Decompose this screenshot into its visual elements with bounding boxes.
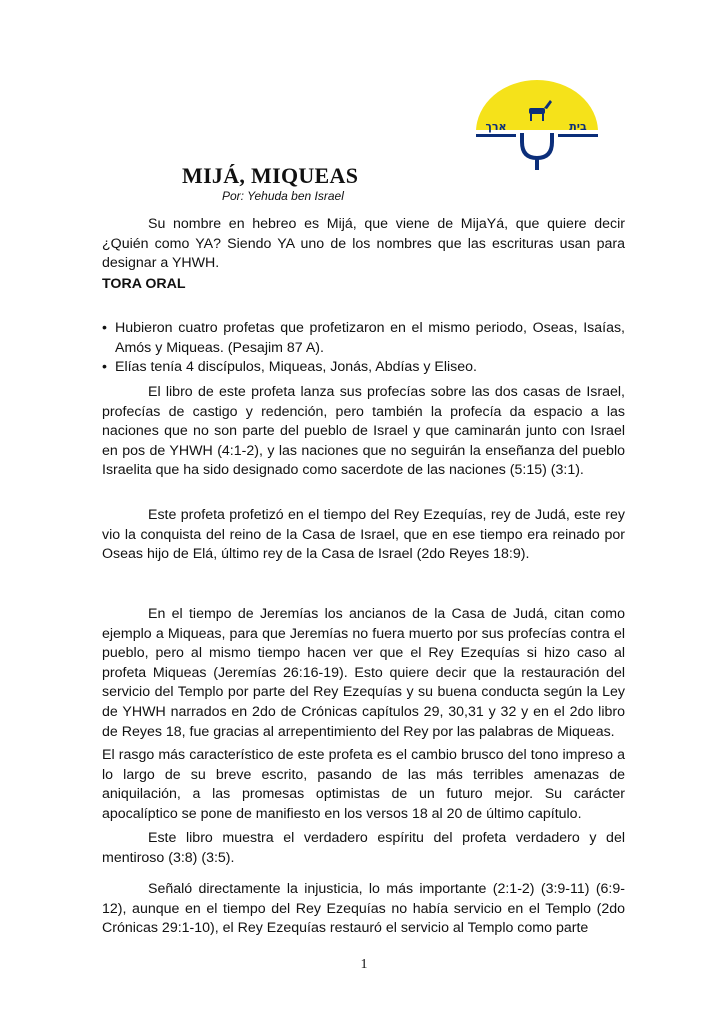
author-line: Por: Yehuda ben Israel bbox=[222, 189, 344, 203]
list-item bbox=[102, 358, 625, 378]
paragraph-prophecies: El libro de este profeta lanza sus profecías sobre las dos casas de Israel, profecías de castigo y redención, pero también la profecía da espacio a las naciones que no son parte del pueblo de Israel y que caminarán junto con Israel en pos de YHWH (4:1-2), y las naciones que no seguirán la enseñanza del pueblo Israelita que ha sido designado como sacerdote de las naciones (5:15) (3:1). bbox=[102, 384, 625, 479]
paragraph-true-spirit: Este libro muestra el verdadero espíritu del profeta verdadero y del mentiroso (3:8) (3:5). bbox=[102, 830, 625, 866]
beit-logo bbox=[470, 80, 605, 170]
paragraph-characteristic: El rasgo más característico de este profeta es el cambio brusco del tono impreso a lo largo de su breve escrito, pasando de las más terribles amenazas de aniquilación, a las promesas optimistas de un futuro mejor. Su carácter apocalíptico se pone de manifiesto en los versos 18 al 20 de último capítulo. bbox=[102, 747, 625, 822]
svg-text:ארך: ארך bbox=[485, 120, 507, 133]
paragraph-injustice: Señaló directamente la injusticia, lo más importante (2:1-2) (3:9-11) (6:9-12), aunque en el tiempo del Rey Ezequías no había servicio en el Templo (2do Crónicas 29:1-10), el Rey Ezequías restauró el servicio al Templo como parte bbox=[102, 881, 625, 937]
paragraph-name-meaning: Su nombre en hebreo es Mijá, que viene de MijaYá, que quiere decir ¿Quién como YA? Siendo YA uno de los nombres que las escrituras usan para designar a YHWH. bbox=[102, 216, 625, 272]
section-heading-tora-oral: TORA ORAL bbox=[102, 276, 186, 292]
document-title: MIJÁ, MIQUEAS bbox=[182, 163, 359, 188]
paragraph-jeremias: En el tiempo de Jeremías los ancianos de la Casa de Judá, citan como ejemplo a Miqueas, para que Jeremías no fuera muerto por sus profecías contra el pueblo, pero al mismo tiempo hacen ver que el Rey Ezequías si hizo caso al profeta Miqueas (Jeremías 26:16-19). Esto quiere decir que la restauración del servicio del Templo por parte del Rey Ezequías y su buena conducta según la Ley de YHWH narrados en 2do de Crónicas capítulos 29, 30,31 y 32 y en el 2do libro de Reyes 18, fue gracias al arrepentimiento del Rey por las palabras de Miqueas. bbox=[102, 606, 625, 740]
bullet-text: Elías tenía 4 discípulos, Miqueas, Jonás, Abdías y Eliseo. bbox=[115, 359, 477, 376]
bullet-icon: • bbox=[102, 320, 107, 336]
bullet-text: Hubieron cuatro profetas que profetizaron en el mismo periodo, Oseas, Isaías, Amós y Miqueas. (Pesajim 87 A). bbox=[115, 320, 625, 356]
bullet-list bbox=[102, 319, 625, 378]
list-item bbox=[102, 319, 625, 358]
logo-graphic bbox=[470, 80, 605, 170]
bullet-icon: • bbox=[102, 359, 107, 376]
page-number: 1 bbox=[360, 957, 368, 972]
svg-text:בית: בית bbox=[569, 120, 587, 133]
paragraph-ezequias: Este profeta profetizó en el tiempo del Rey Ezequías, rey de Judá, este rey vio la conquista del reino de la Casa de Israel, que en ese tiempo era reinado por Oseas hijo de Elá, último rey de la Casa de Israel (2do Reyes 18:9). bbox=[102, 507, 625, 563]
arch-shape bbox=[522, 130, 552, 158]
